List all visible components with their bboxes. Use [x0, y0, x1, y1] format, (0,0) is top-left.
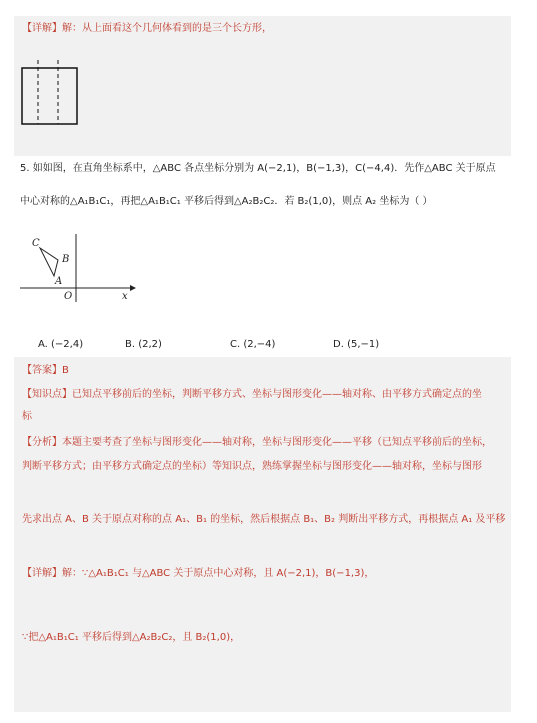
- option-b-letter: B.: [125, 339, 136, 350]
- detail-line-top: [22, 22, 272, 36]
- question-number: 5.: [20, 163, 30, 174]
- detail2-text-1: 解：∵△A₁B₁C₁ 与△ABC 关于原点中心对称，且 A(−2,1)，B(−1,3)，: [62, 568, 375, 579]
- answer-tag: 【答案】: [22, 365, 62, 376]
- analysis-line-1: [22, 436, 492, 450]
- knowledge-line-1: [22, 388, 482, 402]
- option-d[interactable]: [333, 338, 379, 352]
- detail2-text-2: ∵把△A₁B₁C₁ 平移后得到△A₂B₂C₂，且 B₂(1,0)，: [22, 632, 241, 643]
- knowledge-line-2: [22, 410, 32, 424]
- option-d-value: (5,−1): [347, 339, 380, 350]
- answer-line: [22, 364, 69, 378]
- analysis-text-3: 先求出点 A、B 关于原点对称的点 A₁、B₁ 的坐标，然后根据点 B₁、B₂ 判断出平移方式，再根据点 A₁ 及平移: [22, 514, 506, 525]
- analysis-text-2: 判断平移方式；由平移方式确定点的坐标）等知识点，熟练掌握坐标与图形变化——轴对称，坐标与图形: [22, 461, 482, 472]
- label-o: O: [64, 291, 73, 302]
- label-x: x: [122, 291, 128, 302]
- knowledge-text-2: 标: [22, 411, 32, 422]
- option-a[interactable]: [38, 338, 83, 352]
- triangle-abc: [40, 248, 58, 276]
- label-b: B: [62, 254, 70, 265]
- option-a-letter: A.: [38, 339, 48, 350]
- x-axis-arrow: [130, 285, 136, 291]
- option-b-value: (2,2): [138, 339, 162, 350]
- option-c[interactable]: [230, 338, 275, 352]
- detail-text: 解：从上面看这个几何体看到的是三个长方形，: [62, 23, 272, 34]
- analysis-line-3: [22, 513, 505, 527]
- option-d-letter: D.: [333, 339, 344, 350]
- question-line-1: [20, 162, 496, 176]
- answer-value: B: [62, 365, 69, 376]
- top-view-figure: [18, 60, 82, 130]
- label-a: A: [55, 276, 63, 287]
- knowledge-text-1: 已知点平移前后的坐标，判断平移方式、坐标与图形变化——轴对称、由平移方式确定点的坐: [72, 389, 482, 400]
- knowledge-tag: 【知识点】: [22, 389, 72, 400]
- detail2-tag: 【详解】: [22, 568, 62, 579]
- analysis-tag: 【分析】: [22, 437, 62, 448]
- detail-line-1: [22, 567, 374, 581]
- option-b[interactable]: [125, 338, 162, 352]
- highlight-band-top: [14, 16, 511, 156]
- option-c-value: (2,−4): [243, 339, 276, 350]
- label-c: C: [32, 238, 40, 249]
- outer-rectangle: [22, 68, 77, 124]
- coordinate-figure: [18, 232, 138, 304]
- option-c-letter: C.: [230, 339, 241, 350]
- option-a-value: (−2,4): [51, 339, 84, 350]
- detail-line-2: [22, 631, 240, 645]
- question-line-2: [20, 195, 433, 209]
- detail-tag: 【详解】: [22, 23, 62, 34]
- question-text-1: 如如图，在直角坐标系中，△ABC 各点坐标分别为 A(−2,1)，B(−1,3)，C(−4,4)．先作△ABC 关于原点: [32, 163, 496, 174]
- analysis-text-1: 本题主要考查了坐标与图形变化——轴对称，坐标与图形变化——平移（已知点平移前后的坐标，: [62, 437, 492, 448]
- analysis-line-2: [22, 460, 482, 474]
- highlight-band-answer: [14, 357, 511, 712]
- question-text-2: 中心对称的△A₁B₁C₁，再把△A₁B₁C₁ 平移后得到△A₂B₂C₂．若 B₂(1,0)，则点 A₂ 坐标为（ ）: [20, 196, 433, 207]
